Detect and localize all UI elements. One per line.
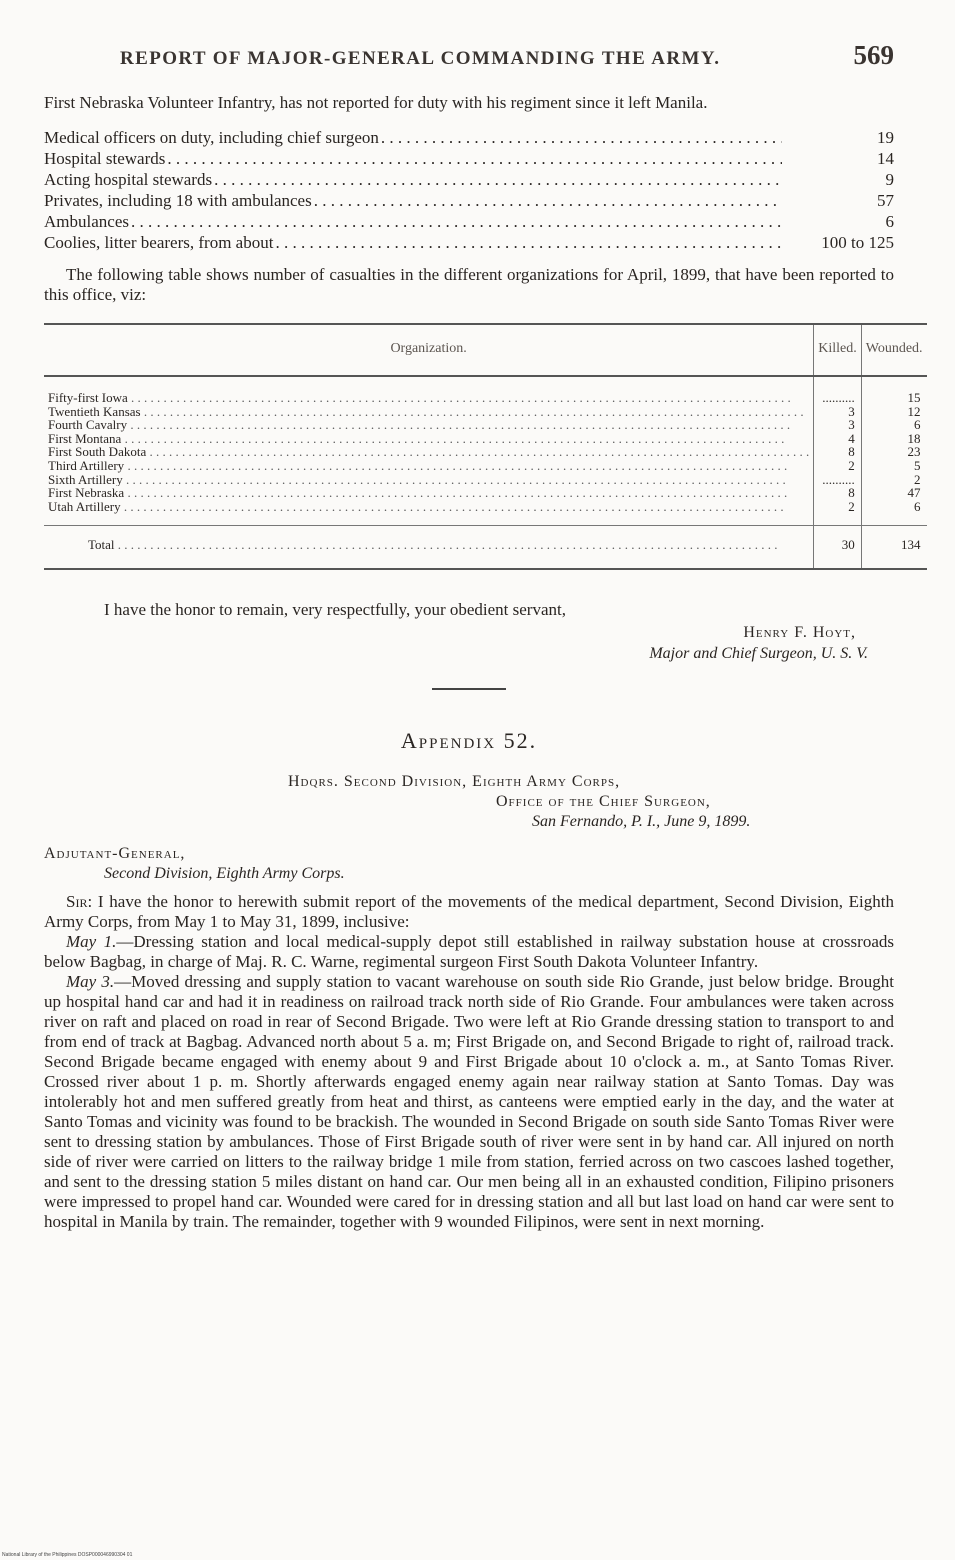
table-row: First South Dakota . . . 8 23 <box>44 445 927 459</box>
addressee-line1: Adjutant-General, <box>44 844 186 862</box>
staff-row: Ambulances . . . 6 <box>44 211 894 232</box>
letterhead-line2: Office of the Chief Surgeon, <box>496 792 711 810</box>
table-intro: The following table shows number of casualties in the different organizations for April, 1899, that have been reported to this office, viz: <box>44 265 894 304</box>
table-row: Utah Artillery . . . 2 6 <box>44 500 927 526</box>
header-wounded: Wounded. <box>861 324 926 376</box>
header-title: REPORT OF MAJOR-GENERAL COMMANDING THE ARMY. <box>120 48 721 69</box>
staff-row: Privates, including 18 with ambulances . . . 57 <box>44 190 894 211</box>
table-total-row: Total . . . 30 134 <box>44 526 927 569</box>
header-killed: Killed. <box>814 324 862 376</box>
table-row: Third Artillery . . . 2 5 <box>44 459 927 473</box>
document-page <box>44 40 923 1232</box>
table-row: Fourth Cavalry . . . 3 6 <box>44 418 927 432</box>
staff-row: Hospital stewards . . . 14 <box>44 148 894 169</box>
closing-line: I have the honor to remain, very respectfully, your obedient servant, <box>104 599 566 619</box>
report-body <box>44 892 894 1232</box>
salutation-paragraph: Sir: I have the honor to herewith submit report of the movements of the medical department, Second Division, Eighth Army Corps, from May 1 to May 31, 1899, inclusive: <box>44 891 895 931</box>
casualty-table <box>44 323 927 570</box>
signature-rank: Major and Chief Surgeon, U. S. V. <box>649 644 868 662</box>
table-row: Fifty-first Iowa . . . .......... 15 <box>44 376 927 405</box>
appendix-title: Appendix 52. <box>400 727 538 753</box>
may3-label: May 3. <box>66 971 115 991</box>
may3-paragraph: May 3.—Moved dressing and supply station to vacant warehouse on south side Rio Grande, just below bridge. Brought up hospital hand car and had it in readiness on railroad track north side of Rio Grande. Four ambulances were taken across river on raft and placed on road in rear of Second Brigade. Two were left at Rio Grande dressing station to transport to and from end of track at Bagbag. Advanced north about 5 a. m; First Brigade on, and Second Brigade to right of, railroad track. Second Brigade became engaged with enemy about 9 and First Brigade about 10 o'clock a. m., at Santo Tomas River. Crossed river about 1 p. m. Shortly afterwards engaged enemy again near railway station at Santo Tomas. Day was intolerably hot and men suffered greatly from heat and thirst, as canteens were emptied early in the day, and the water at Santo Tomas and vicinity was found to be brackish. The wounded in Second Brigade on south side Santo Tomas River were sent to dressing station by ambulances. Those of First Brigade south of river were sent in by hand car. All injured on north side of river were carried on litters to the railway bridge 1 mile from station, ferried across on two cascoes lashed together, and sent to the dressing station 5 miles distant on hand car. Our men being all in an exhausted condition, Filipino prisoners were impressed to propel hand car. Wounded were cared for in dressing station and all but last load on hand car were sent to hospital in Manila by train. The remainder, together with 9 wounded Filipinos, were sent in next morning. <box>44 971 894 1231</box>
addressee <box>44 844 894 884</box>
may1-label: May 1. <box>66 931 117 951</box>
letterhead-date: San Fernando, P. I., June 9, 1899. <box>532 812 751 830</box>
letterhead-line1: Hdqrs. Second Division, Eighth Army Corps, <box>288 772 621 790</box>
table-row: First Montana . . . 4 18 <box>44 432 927 446</box>
letterhead <box>44 772 894 832</box>
table-row: Twentieth Kansas . . . 3 12 <box>44 405 927 419</box>
staff-row: Medical officers on duty, including chief surgeon . . . 19 <box>44 127 894 148</box>
page-number: 569 <box>853 40 894 70</box>
may1-paragraph: May 1.—Dressing station and local medical-supply depot still established in railway substation house at crossroads below Bagbag, in charge of Maj. R. C. Warne, regimental surgeon First South Dakota Volunteer Infantry. <box>44 931 894 971</box>
staff-row: Acting hospital stewards . . . 9 <box>44 169 894 190</box>
staff-row: Coolies, litter bearers, from about . . . 100 to 125 <box>44 232 894 253</box>
table-row: Sixth Artillery . . . .......... 2 <box>44 473 927 487</box>
running-header <box>120 40 894 71</box>
archive-footer: National Library of the Philippines DOSP000046990304 01 <box>2 1552 133 1558</box>
lead-paragraph: First Nebraska Volunteer Infantry, has not reported for duty with his regiment since it left Manila. <box>44 93 708 112</box>
header-organization: Organization. <box>44 324 814 376</box>
signature-block <box>44 622 894 664</box>
section-divider <box>432 688 506 690</box>
staff-list <box>44 127 894 253</box>
salutation: Sir: <box>66 891 93 911</box>
table-row: First Nebraska . . . 8 47 <box>44 486 927 500</box>
signature-name: Henry F. Hoyt, <box>743 623 856 641</box>
addressee-line2: Second Division, Eighth Army Corps. <box>104 864 345 882</box>
